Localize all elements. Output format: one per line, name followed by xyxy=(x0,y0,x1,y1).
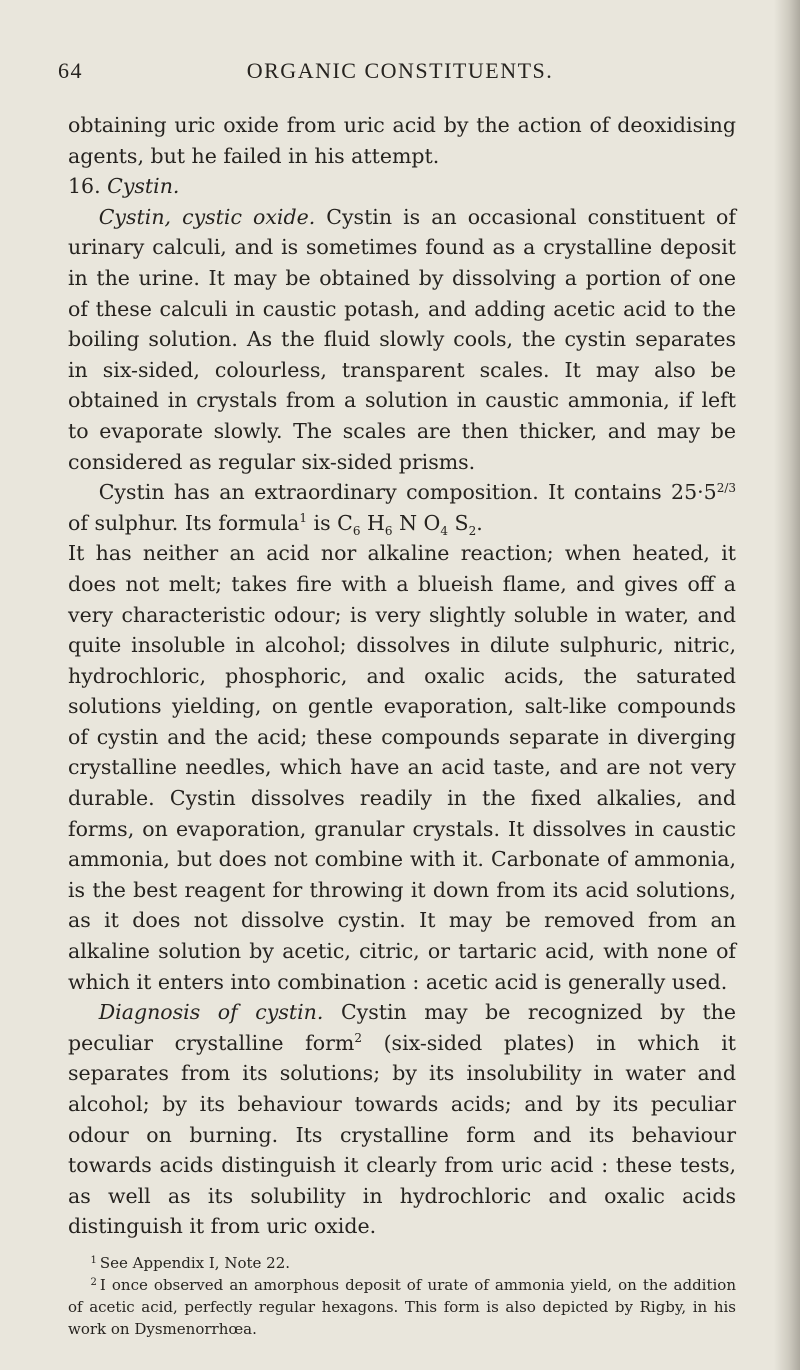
paragraph-continued: obtaining uric oxide from uric acid by the action of deoxidising agents, but he failed in his attempt. xyxy=(68,113,736,168)
footnote-mark: 1 xyxy=(90,1255,97,1266)
footnote-mark: 2 xyxy=(90,1277,97,1288)
section-number: 16. xyxy=(68,174,101,199)
paragraph-properties: It has neither an acid nor alkaline reaction; when heated, it does not melt; takes fire with a blueish flame, and gives off a very characteristic odour; is very slightly soluble in water, and quite insoluble in alcohol; dissolves in dilute sulphuric, nitric, hydrochloric, phosphoric, and oxalic acids, the saturated solutions yielding, on gentle evaporation, salt-like compounds of cystin and the acid; these compounds separate in diverging crystalline needles, which have an acid taste, and are not very durable. Cystin dissolves readily in the fixed alkalies, and forms, on evaporation, granular crystals. It dissolves in caustic ammonia, but does not combine with it. Carbonate of ammonia, is the best reagent for throwing it down from its acid solutions, as it does not dissolve cystin. It may be removed from an alkaline solution by acetic, citric, or tartaric acid, with none of which it enters into combination : acetic acid is generally used. xyxy=(68,541,736,994)
footnotes xyxy=(68,1252,736,1340)
paragraph-lead: Cystin, cystic oxide. xyxy=(98,204,316,229)
formula-o-sub: 4 xyxy=(440,523,448,538)
formula-o: O xyxy=(423,510,441,535)
paragraph-composition xyxy=(68,477,736,538)
running-title: ORGANIC CONSTITUENTS. xyxy=(246,58,554,83)
footnote-text: See Appendix I, Note 22. xyxy=(99,1254,291,1272)
paragraph-text: Cystin is an occasional constituent of urinary calculi, and is sometimes found as a crystalline deposit in the urine. It may be obtained by dissolving a portion of one of these calculi in caustic potash, and adding acetic acid to the boiling solution. As the fluid slowly cools, the cystin separates in six-sided, colourless, transparent scales. It may also be obtained in crystals from a solution in caustic ammonia, if left to evaporate slowly. The scales are then thicker, and may be considered as regular six-sided prisms. xyxy=(68,204,736,474)
footnote-1 xyxy=(68,1252,736,1274)
diagnosis-lead: Diagnosis of cystin. xyxy=(98,1000,324,1025)
formula-s-sub: 2 xyxy=(468,523,477,538)
paragraph-cystin-intro xyxy=(68,202,736,477)
chemical-formula: $C_6$ $H_6$ N $O_4$ $S_2$. xyxy=(337,510,483,538)
diagnosis-text: Cystin may be recognized by the peculiar crystalline form xyxy=(68,1000,736,1055)
formula-c: C xyxy=(337,510,353,535)
footnote-2 xyxy=(68,1274,736,1340)
paragraph-diagnosis xyxy=(68,997,736,1242)
sulphur-fraction: 2/3 xyxy=(716,481,736,496)
page-number: 64 xyxy=(58,58,83,83)
formula-h-sub: 6 xyxy=(384,523,393,538)
diagnosis-text-2: (six-sided plates) in which it separates from its solutions; by its insolubility in water and alcohol; by its behaviour towards acids; and by its peculiar odour on burning. Its crystalline form and its behaviour towards acids distinguish it clearly from uric acid : these tests, as well as its solubility in hydrochloric and oxalic acids distinguish it from uric oxide. xyxy=(68,1030,736,1239)
formula-c-sub: 6 xyxy=(352,523,361,538)
formula-n: N xyxy=(399,510,417,535)
page-edge-shadow xyxy=(774,0,800,1370)
formula-s: S xyxy=(454,510,469,535)
composition-text: Cystin has an extraordinary composition. It contains 25·5 xyxy=(98,480,717,505)
footnote-text: I once observed an amorphous deposit of urate of ammonia yield, on the addition of acetic acid, perfectly regular hexagons. This form is also depicted by Rigby, in his work on Dysmenorrhœa. xyxy=(68,1276,736,1338)
composition-text-3: is xyxy=(313,510,331,535)
body-text xyxy=(68,110,736,1242)
section-title: Cystin. xyxy=(107,174,180,199)
footnote-ref-2[interactable]: 2 xyxy=(354,1030,362,1045)
footnote-ref-1[interactable]: 1 xyxy=(299,510,307,525)
running-head xyxy=(0,58,800,88)
composition-text-2: of sulphur. Its formula xyxy=(68,510,300,535)
section-heading xyxy=(68,171,736,202)
formula-h: H xyxy=(367,510,385,535)
